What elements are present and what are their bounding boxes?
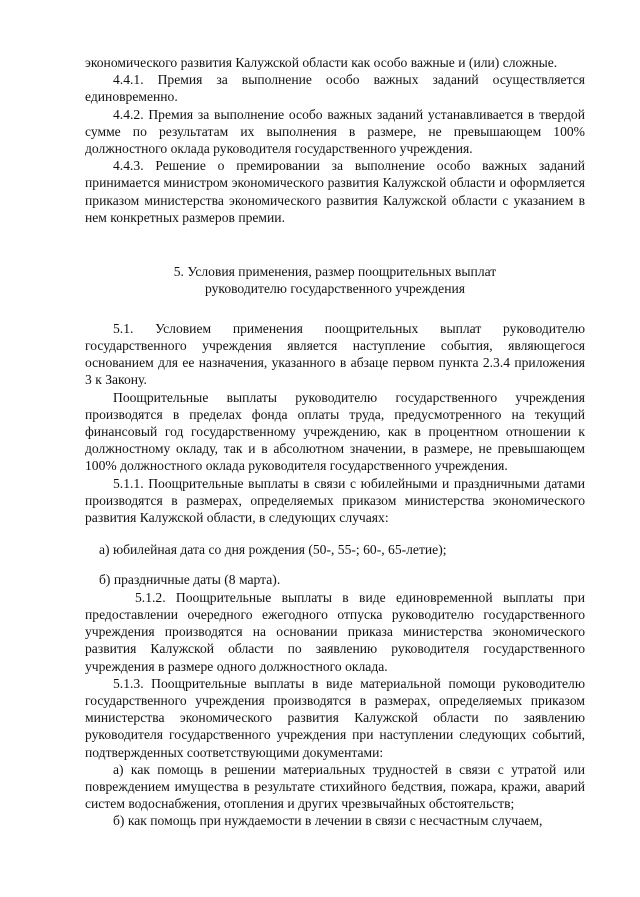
- spacer: [85, 298, 585, 320]
- list-item-a: а) юбилейная дата со дня рождения (50-, 55-; 60-, 65-летие);: [99, 542, 447, 558]
- section-5-heading-line-2: руководителю государственного учреждения: [204, 281, 465, 297]
- paragraph-5-1-continued: Поощрительные выплаты руководителю государственного учреждения производятся в пределах фонда оплаты труда, предусмотренного на текущий финансовый год государственному учреждению, как в процентном отношении к должностному окладу, так и в абсолютном значении, в размере, не превышающем 100% должностного оклада руководителя государственного учреждения.: [85, 389, 585, 474]
- spacer: [85, 526, 585, 541]
- section-5-heading-line-1: 5. Условия применения, размер поощрительных выплат: [173, 264, 497, 280]
- paragraph-4-4-1: 4.4.1. Премия за выполнение особо важных заданий осуществляется единовременно.: [85, 72, 585, 105]
- paragraph-4-4-3: 4.4.3. Решение о премировании за выполнение особо важных заданий принимается министром экономического развития Калужской области и оформляется приказом министерства экономического развития Калужской области с указанием в нем конкретных размеров премии.: [85, 158, 585, 225]
- paragraph-5-1-1: 5.1.1. Поощрительные выплаты в связи с юбилейными и праздничными датами производятся в размерах, определяемых приказом министерства экономического развития Калужской области, в следующих случаях:: [85, 475, 585, 526]
- paragraph-4-4-2: 4.4.2. Премия за выполнение особо важных заданий устанавливается в твердой сумме по результатам их выполнения в размере, не превышающем 100% должностного оклада руководителя государственного учреждения.: [85, 106, 585, 157]
- paragraph-5-1-2: 5.1.2. Поощрительные выплаты в виде единовременной выплаты при предоставлении очередного ежегодного отпуска руководителю государственного учреждения производятся на основании приказа министерства экономического развития Калужской области по заявлению руководителя государственного учреждения в размере одного должностного оклада.: [85, 589, 585, 674]
- list-item-b: б) праздничные даты (8 марта).: [99, 572, 281, 588]
- intro-paragraph: экономического развития Калужской области как особо важные и (или) сложные.: [85, 55, 558, 70]
- paragraph-5-1-3-a: а) как помощь в решении материальных трудностей в связи с утратой или повреждением имущества в результате стихийного бедствия, пожара, кражи, аварий систем водоснабжения, отопления и других чрезвычайных обстоятельств;: [85, 761, 585, 812]
- document-body: [85, 54, 585, 830]
- paragraph-5-1-3: 5.1.3. Поощрительные выплаты в виде материальной помощи руководителю государственного учреждения производятся в размерах, определяемых приказом министерства экономического развития Калужской области по заявлению руководителя государственного учреждения при наступлении следующих событий, подтвержденных соответствующими документами:: [85, 675, 585, 760]
- paragraph-5-1-3-b: б) как помощь при нуждаемости в лечении в связи с несчастным случаем,: [113, 813, 543, 829]
- paragraph-5-1: 5.1. Условием применения поощрительных выплат руководителю государственного учреждения является наступление события, являющегося основанием для ее назначения, указанного в абзаце первом пункта 2.3.4 приложения 3 к Закону.: [85, 320, 585, 388]
- spacer: [85, 226, 585, 263]
- spacer: [85, 558, 585, 571]
